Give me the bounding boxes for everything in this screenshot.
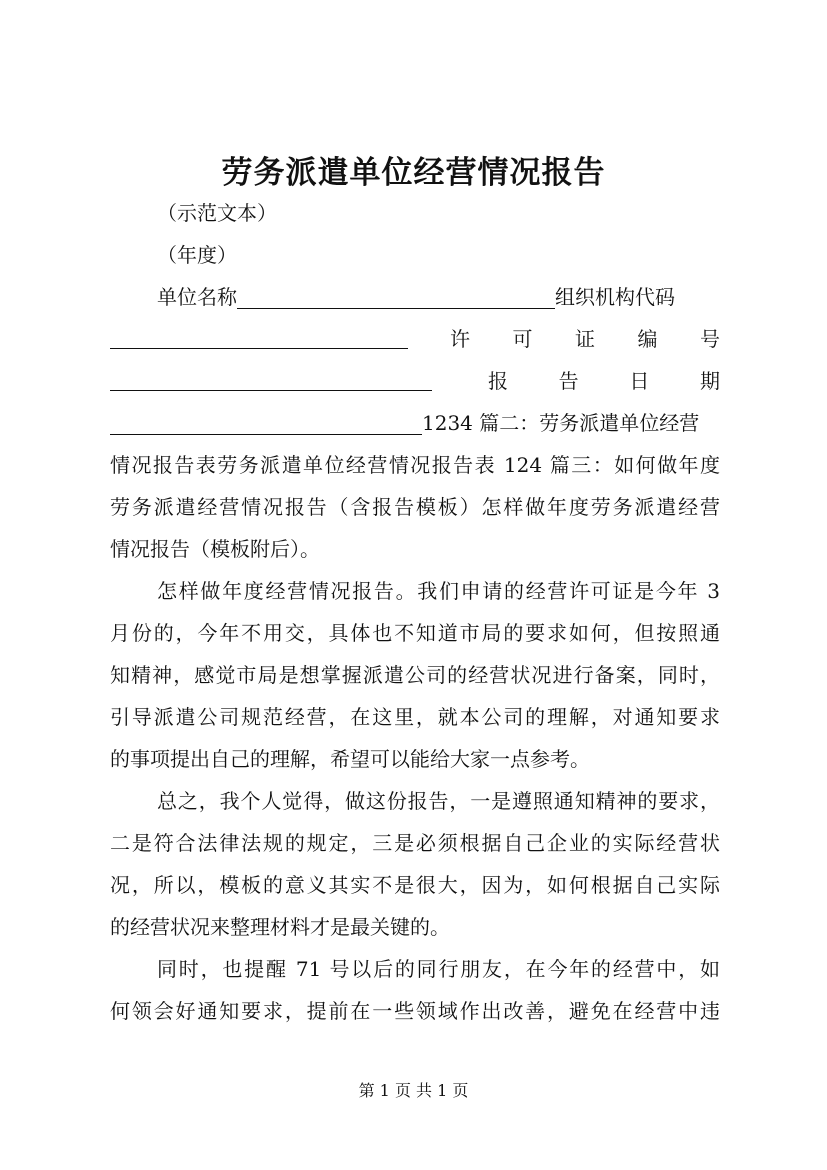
unit-name-blank: [237, 282, 555, 309]
subtitle-year: （年度）: [157, 243, 237, 267]
field-report-date-row: [110, 361, 720, 401]
org-code-label: 组织机构代码: [555, 285, 675, 309]
subtitle-sample-text: （示范文本）: [157, 201, 277, 225]
field-license-row: [110, 319, 720, 359]
para2-line: 总之，我个人觉得，做这份报告，一是遵照通知精神的要求，: [157, 789, 720, 813]
para1-line: 的事项提出自己的理解，希望可以能给大家一点参考。: [110, 747, 590, 771]
license-label: 许 可 证 编 号: [450, 327, 720, 351]
para1-line: 引导派遣公司规范经营，在这里，就本公司的理解，对通知要求: [110, 705, 720, 729]
para1-line: 知精神，感觉市局是想掌握派遣公司的经营状况进行备案，同时，: [110, 663, 720, 687]
page-footer: 第 1 页 共 1 页: [358, 1081, 469, 1100]
body-line: 情况报告表劳务派遣单位经营情况报告表 124 篇三：如何做年度: [110, 453, 720, 477]
org-code-blank: [110, 322, 408, 349]
report-date-label: 报 告 日 期: [488, 369, 720, 393]
report-date-blank: [110, 408, 422, 435]
para3-line: 何领会好通知要求，提前在一些领域作出改善，避免在经营中违: [110, 999, 720, 1023]
document-title: 劳务派遣单位经营情况报告: [221, 155, 606, 191]
unit-name-label: 单位名称: [157, 285, 237, 309]
para1-line: 怎样做年度经营情况报告。我们申请的经营许可证是今年 3: [157, 579, 720, 603]
field-date-row: [110, 403, 720, 443]
field-unit-name-row: [157, 277, 720, 317]
body-line: 劳务派遣经营情况报告（含报告模板）怎样做年度劳务派遣经营: [110, 495, 720, 519]
body-line: 情况报告（模板附后）。: [110, 537, 320, 561]
para2-line: 的经营状况来整理材料才是最关键的。: [110, 915, 450, 939]
para2-line: 况，所以，模板的意义其实不是很大，因为，如何根据自己实际: [110, 873, 720, 897]
para1-line: 月份的，今年不用交，具体也不知道市局的要求如何，但按照通: [110, 621, 720, 645]
para3-line: 同时，也提醒 71 号以后的同行朋友，在今年的经营中，如: [157, 957, 720, 981]
license-blank: [110, 364, 432, 391]
para2-line: 二是符合法律法规的规定，三是必须根据自己企业的实际经营状: [110, 831, 720, 855]
continuation-text: 1234 篇二：劳务派遣单位经营: [422, 411, 700, 435]
